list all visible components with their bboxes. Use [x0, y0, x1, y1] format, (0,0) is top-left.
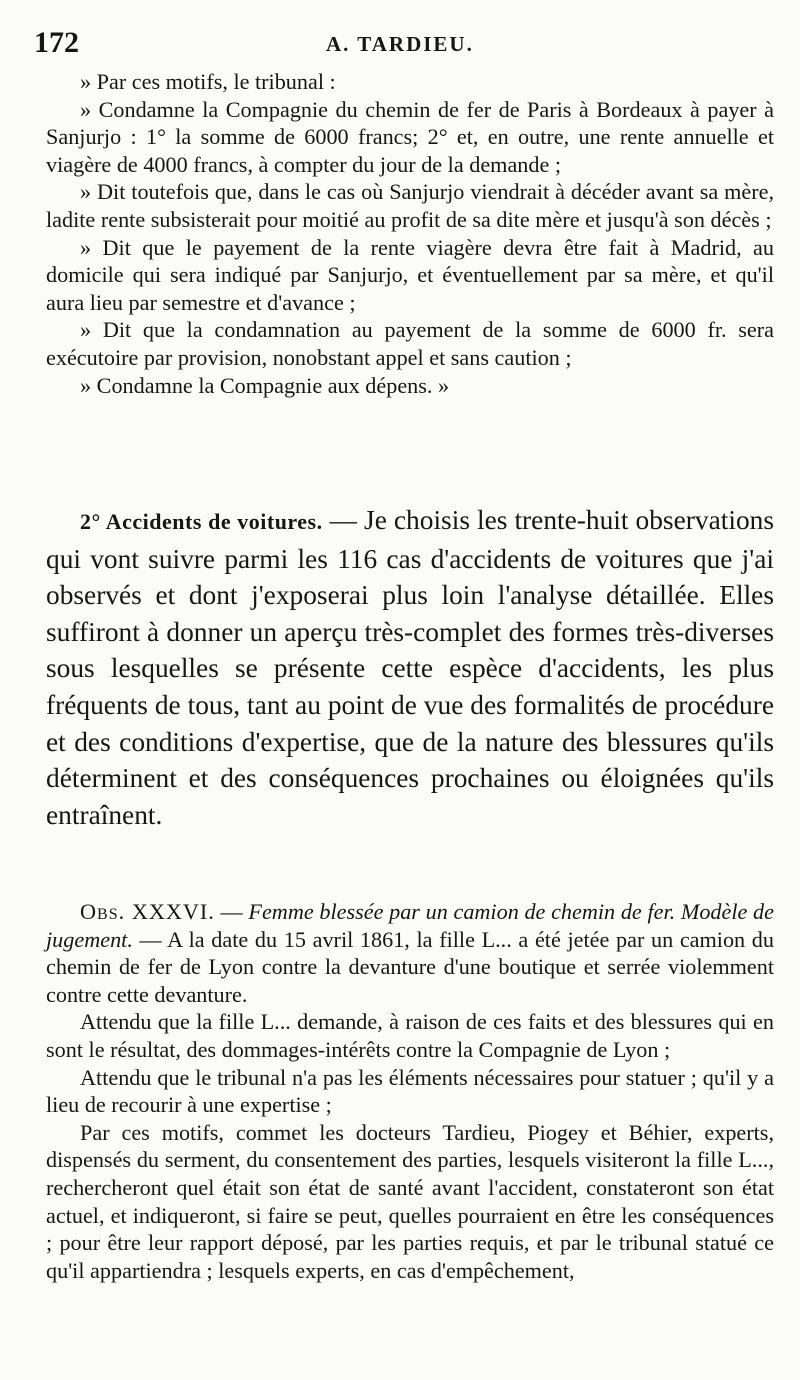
judgment-paragraph: » Condamne la Compagnie aux dépens. » — [80, 372, 450, 398]
judgment-paragraph: » Dit que la condamnation au payement de la somme de 6000 fr. sera exécutoire par provision, nonobstant appel et sans caution ; — [46, 317, 774, 370]
observation-title: Femme blessée par un camion de chemin de fer. Modèle de jugement. — [46, 899, 774, 952]
page-header — [34, 26, 774, 62]
section-paragraph — [46, 502, 774, 833]
section-accidents-de-voitures — [46, 502, 774, 833]
observation-dash: — — [214, 899, 249, 924]
observation-text: — A la date du 15 avril 1861, la fille L... a été jetée par un camion du chemin de fer de Lyon contre la devanture d'une boutique et serrée violemment contre cette devanture. — [46, 926, 774, 1007]
observation-paragraph: Attendu que la fille L... demande, à raison de ces faits et des blessures qui en sont le résultat, des dommages-intérêts contre la Compagnie de Lyon ; — [46, 1009, 774, 1062]
judgment-text — [46, 68, 774, 399]
observation-paragraph: Par ces motifs, commet les docteurs Tardieu, Piogey et Béhier, experts, dispensés du serment, du consentement des parties, lesquels visiteront la fille L..., rechercheront quel était son état de santé avant l'accident, constateront son état actuel, et indiqueront, si faire se peut, quelles pourraient en être les conséquences ; pour être leur rapport déposé, par les parties requis, et par le tribunal statué ce qu'il appartiendra ; lesquels experts, en cas d'empêchement, — [46, 1119, 774, 1283]
judgment-paragraph: » Par ces motifs, le tribunal : — [80, 69, 336, 94]
section-text: — Je choisis les trente-huit observations qui vont suivre parmi les 116 cas d'accidents de voitures que j'ai observés et dont j'exposerai plus loin l'analyse détaillée. Elles suffiront à donner un aperçu très-complet des formes très-diverses sous lesquelles se présente cette espèce d'accidents, les plus fréquents de tous, tant au point de vue des formalités de procédure et des conditions d'expertise, que de la nature des blessures qu'ils déterminent et des conséquences prochaines ou éloignées qu'ils entraînent. — [46, 505, 774, 830]
section-heading: 2° Accidents de voitures. — [80, 509, 323, 534]
observation-label: Obs. XXXVI. — [80, 899, 215, 924]
observation-paragraph: Attendu que le tribunal n'a pas les éléments nécessaires pour statuer ; qu'il y a lieu de recourir à une expertise ; — [46, 1064, 774, 1118]
observation-intro — [46, 898, 774, 1008]
judgment-paragraph: » Condamne la Compagnie du chemin de fer de Paris à Bordeaux à payer à Sanjurjo : 1° la somme de 6000 francs; 2° et, en outre, une rente annuelle et viagère de 4000 francs, à compter du jour de la demande ; — [46, 96, 774, 177]
observation-xxxvi — [46, 898, 774, 1284]
judgment-paragraph: » Dit toutefois que, dans le cas où Sanjurjo viendrait à décéder avant sa mère, ladite rente subsisterait pour moitié au profit de sa dite mère et jusqu'à son décès ; — [46, 179, 774, 232]
page-number: 172 — [34, 26, 79, 59]
running-head: A. TARDIEU. — [326, 32, 474, 56]
judgment-paragraph: » Dit que le payement de la rente viagère devra être fait à Madrid, au domicile qui sera indiqué par Sanjurjo, et éventuellement par sa mère, et qu'il aura lieu par semestre et d'avance ; — [46, 234, 774, 315]
